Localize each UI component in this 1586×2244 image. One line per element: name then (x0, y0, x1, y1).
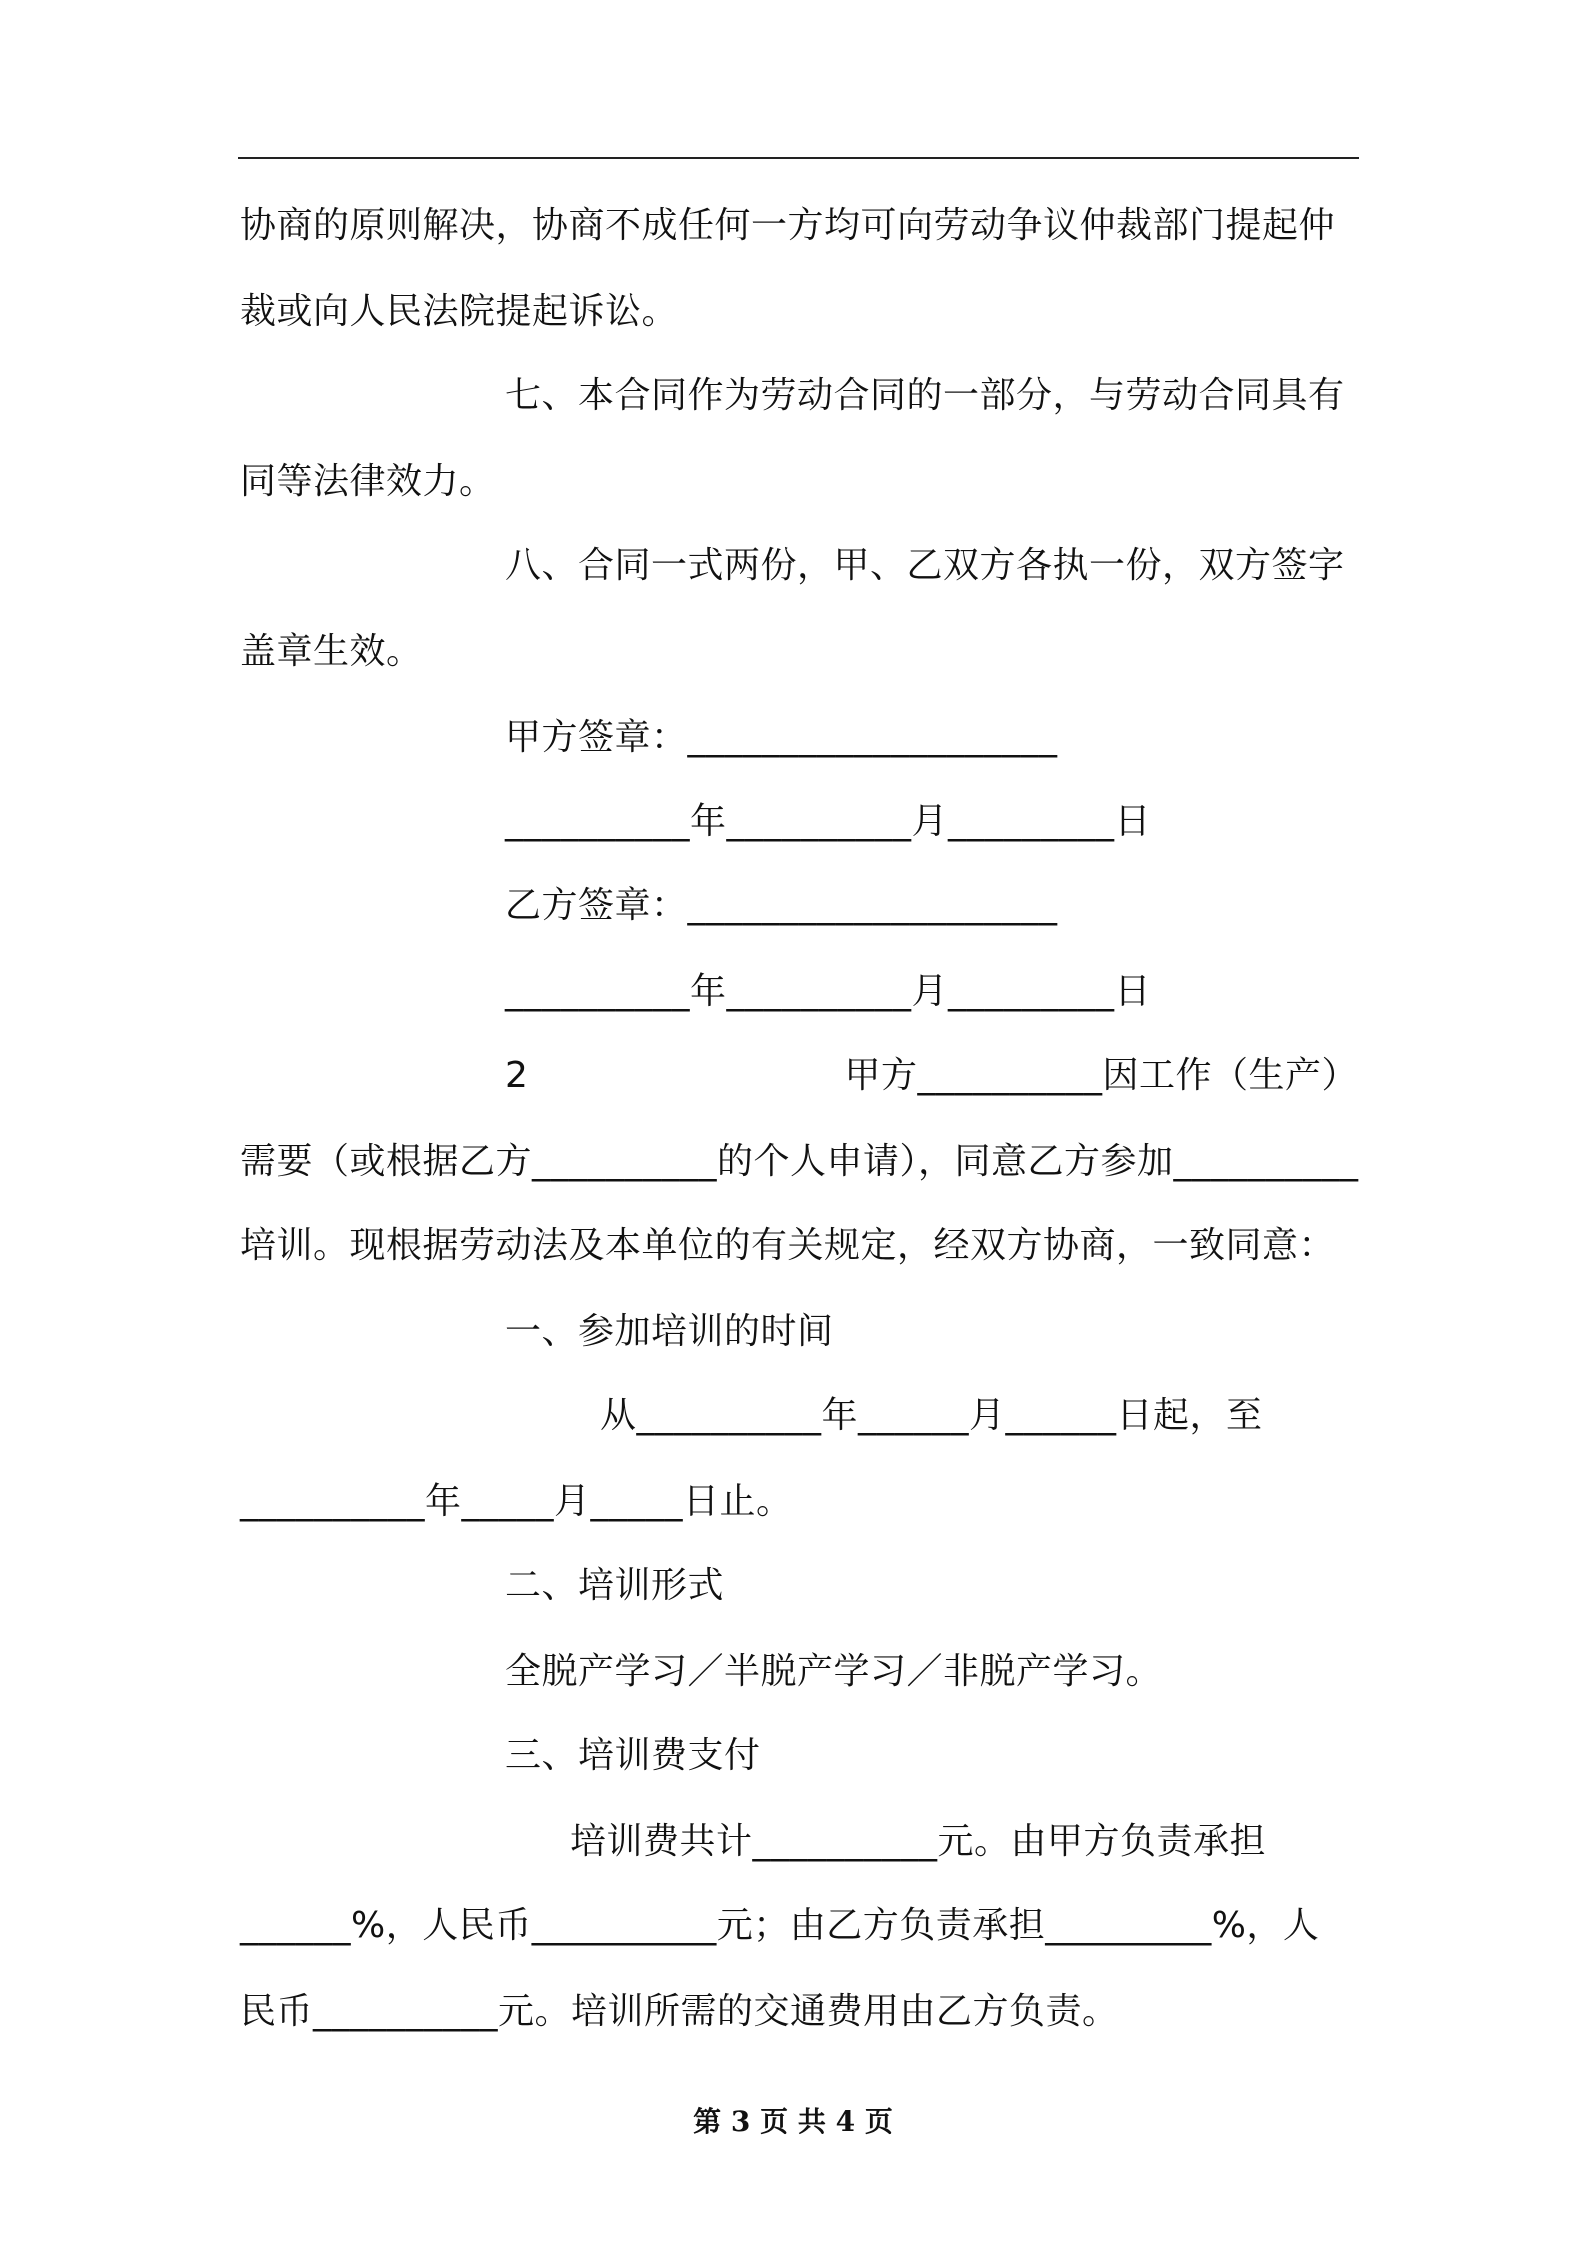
page-footer: 第 3 页 共 4 页 (693, 2105, 893, 2138)
party-a-date: __________年__________月_________日 (505, 801, 1151, 842)
text-line: 协商的原则解决，协商不成任何一方均可向劳动争议仲裁部门提起仲 (240, 205, 1336, 246)
text-line: 裁或向人民法院提起诉讼。 (240, 291, 679, 332)
training-time-heading: 一、参加培训的时间 (505, 1311, 834, 1352)
training-form-heading: 二、培训形式 (505, 1565, 725, 1606)
text-line: 需要（或根据乙方__________的个人申请），同意乙方参加__________ (240, 1141, 1359, 1182)
training-form-options: 全脱产学习／半脱产学习／非脱产学习。 (505, 1651, 1163, 1692)
text-line: 同等法律效力。 (240, 461, 496, 502)
text-line: 培训。现根据劳动法及本单位的有关规定，经双方协商，一致同意： (240, 1225, 1336, 1266)
clause-7-line: 七、本合同作为劳动合同的一部分，与劳动合同具有 (505, 375, 1345, 416)
section-number: 2 (505, 1055, 529, 1096)
header-rule (238, 157, 1359, 159)
text-line: 盖章生效。 (240, 631, 423, 672)
party-b-signature: 乙方签章：____________________ (505, 885, 1058, 926)
section-2-intro: 甲方__________因工作（生产） (844, 1055, 1358, 1096)
party-a-signature: 甲方签章：____________________ (505, 717, 1058, 758)
clause-8-line: 八、合同一式两份，甲、乙双方各执一份，双方签字 (505, 545, 1345, 586)
training-until-line: __________年_____月_____日止。 (240, 1481, 793, 1522)
fee-ratio-line: ______%，人民币__________元；由乙方负责承担_________%，人 (240, 1905, 1320, 1946)
training-fee-heading: 三、培训费支付 (505, 1735, 761, 1776)
text-line: 民币__________元。培训所需的交通费用由乙方负责。 (240, 1991, 1119, 2032)
training-fee-total-line: 培训费共计__________元。由甲方负责承担 (570, 1821, 1267, 1862)
party-b-date: __________年__________月_________日 (505, 971, 1151, 1012)
training-from-line: 从__________年______月______日起，至 (600, 1395, 1263, 1436)
section-2-heading-line (505, 1050, 1358, 1102)
